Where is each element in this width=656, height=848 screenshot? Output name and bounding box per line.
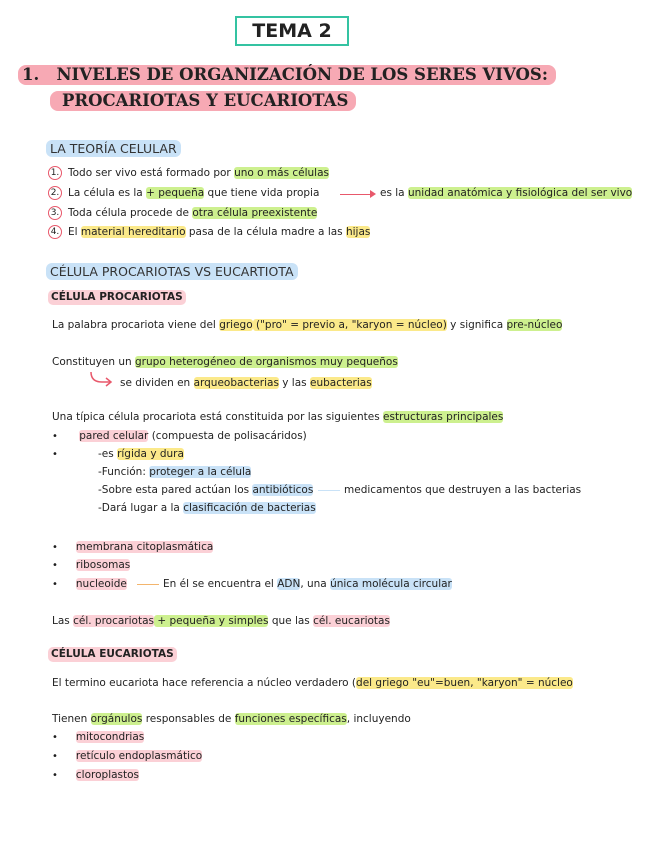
divide-text-c: y las — [278, 377, 310, 389]
pared-sub-4 — [98, 501, 316, 516]
teoria-item-3-text: Toda célula procede de — [68, 207, 193, 219]
number-circle-1: 1. — [48, 166, 62, 180]
eucariota-lista-2 — [52, 749, 202, 764]
mitocondrias-highlight: mitocondrias — [75, 731, 145, 743]
procariota-comparacion — [52, 614, 390, 629]
estructuras-highlight: estructuras principales — [383, 411, 504, 423]
section-comparacion-title: CÉLULA PROCARIOTAS VS EUCARTIOTA — [46, 263, 298, 280]
procariota-divide — [120, 376, 372, 391]
heading-text-2: PROCARIOTAS Y EUCARIOTAS — [62, 91, 349, 110]
teoria-item-2-text-c: es la — [380, 187, 408, 199]
palabra-highlight-prenucleo: pre-núcleo — [506, 319, 563, 331]
ribosomas-highlight: ribosomas — [75, 559, 131, 571]
pared-sub-3-highlight: antibióticos — [252, 484, 314, 496]
eucariota-lista-1 — [52, 730, 144, 745]
lista-item-3 — [52, 577, 127, 592]
bullet-icon: • — [52, 431, 58, 442]
teoria-item-2-text-b: que tiene vida propia — [204, 187, 320, 199]
funciones-highlight: funciones específicas — [234, 713, 347, 725]
divide-text: se dividen en — [120, 377, 194, 389]
pared-sub-1-row — [52, 447, 58, 462]
main-heading-line2 — [50, 91, 356, 111]
comparacion-highlight-pro: cél. procariotas — [73, 615, 154, 627]
molecula-highlight: única molécula circular — [330, 578, 452, 590]
organulos-text-c: responsables de — [142, 713, 235, 725]
termino-highlight: del griego "eu"=buen, "karyon" = núcleo — [356, 677, 573, 689]
bullet-icon: • — [52, 770, 58, 781]
heading-number: 1. — [22, 65, 40, 84]
curved-arrow-icon — [88, 370, 114, 388]
palabra-highlight-etimologia: ("pro" = previo a, "karyon = núcleo) — [252, 319, 447, 331]
organulos-text-e: , incluyendo — [346, 713, 411, 725]
membrana-highlight: membrana citoplasmática — [75, 541, 214, 553]
teoria-item-2-continuation — [380, 186, 632, 201]
pared-sub-3-def: medicamentos que destruyen a las bacterias — [344, 484, 582, 496]
pared-sub-2-text: -Función: — [98, 466, 150, 478]
divide-highlight-eu: eubacterias — [309, 377, 372, 389]
divide-highlight-arqueo: arqueobacterias — [193, 377, 279, 389]
teoria-item-2-highlight-b: unidad anatómica y fisiológica del ser vivo — [407, 187, 633, 199]
tema-title: TEMA 2 — [235, 16, 349, 46]
bullet-icon: • — [52, 542, 58, 553]
teoria-item-4-text-b: pasa de la célula madre a las — [185, 226, 346, 238]
palabra-highlight-griego: griego — [219, 319, 253, 331]
pared-sub-4-text: -Dará lugar a la — [98, 502, 184, 514]
teoria-item-1-highlight: uno o más células — [234, 167, 330, 179]
pared-sub-1 — [98, 447, 184, 462]
nucleoide-text-d: , una — [300, 578, 331, 590]
nucleoide-highlight: nucleoide — [75, 578, 127, 590]
cloroplastos-highlight: cloroplastos — [75, 769, 140, 781]
eucariota-title: CÉLULA EUCARIOTAS — [48, 647, 177, 662]
teoria-item-4-highlight-b: hijas — [345, 226, 371, 238]
teoria-item-4-highlight: material hereditario — [80, 226, 186, 238]
nucleoide-text: En él se encuentra el — [163, 578, 278, 590]
grupo-highlight: grupo heterogéneo de organismos muy pequeños — [135, 356, 398, 368]
pared-sub-1-highlight: rígida y dura — [117, 448, 184, 460]
pared-highlight: pared celular — [79, 430, 149, 442]
arrow-right-icon — [340, 194, 372, 195]
bullet-icon: • — [52, 751, 58, 762]
pared-sub-4-highlight: clasificación de bacterias — [183, 502, 316, 514]
organulos-text: Tienen — [52, 713, 91, 725]
comparacion-highlight-simple: + pequeña y simples — [153, 615, 269, 627]
estructuras-text: Una típica célula procariota está constituida por las siguientes — [52, 411, 384, 423]
teoria-item-2-highlight: + pequeña — [146, 187, 205, 199]
grupo-text: Constituyen un — [52, 356, 136, 368]
palabra-text-a: La palabra procariota viene del — [52, 319, 220, 331]
palabra-text-d: y significa — [446, 319, 507, 331]
eucariota-organulos — [52, 712, 411, 727]
bullet-icon: • — [52, 560, 58, 571]
main-heading-line1 — [18, 65, 556, 85]
number-circle-3: 3. — [48, 206, 62, 220]
nucleoide-def — [163, 577, 452, 592]
number-circle-4: 4. — [48, 225, 62, 239]
heading-text-1: NIVELES DE ORGANIZACIÓN DE LOS SERES VIVOS: — [56, 65, 548, 84]
procariota-title: CÉLULA PROCARIOTAS — [48, 290, 186, 305]
reticulo-highlight: retículo endoplasmático — [75, 750, 203, 762]
teoria-item-2 — [48, 186, 319, 201]
bullet-icon: • — [52, 579, 58, 590]
adn-highlight: ADN — [277, 578, 301, 590]
comparacion-highlight-eu: cél. eucariotas — [313, 615, 390, 627]
number-circle-2: 2. — [48, 186, 62, 200]
lista-item-1 — [52, 540, 213, 555]
teoria-item-2-text: La célula es la — [68, 187, 147, 199]
teoria-item-4 — [48, 225, 370, 240]
comparacion-text: Las — [52, 615, 74, 627]
pared-sub-1-text: -es — [98, 448, 118, 460]
connector-line-orange — [137, 584, 159, 585]
procariota-estructuras — [52, 410, 503, 425]
termino-text: El termino eucariota hace referencia a núcleo verdadero ( — [52, 677, 357, 689]
section-teoria-title: LA TEORÍA CELULAR — [46, 140, 181, 157]
connector-line — [318, 490, 340, 491]
teoria-item-1-text: Todo ser vivo está formado por — [68, 167, 235, 179]
organulos-highlight: orgánulos — [90, 713, 143, 725]
pared-sub-3-text: -Sobre esta pared actúan los — [98, 484, 253, 496]
lista-item-2 — [52, 558, 130, 573]
pared-sub-2 — [98, 465, 251, 480]
pared-sub-3 — [98, 483, 313, 498]
eucariota-termino — [52, 676, 573, 691]
teoria-item-3-highlight: otra célula preexistente — [192, 207, 318, 219]
procariota-grupo — [52, 355, 398, 370]
arrow-head-icon — [370, 190, 376, 198]
pared-bullet — [52, 429, 307, 444]
pared-sub-2-highlight: proteger a la célula — [149, 466, 252, 478]
teoria-item-3 — [48, 206, 317, 221]
bullet-icon: • — [52, 732, 58, 743]
eucariota-lista-3 — [52, 768, 139, 783]
bullet-icon: • — [52, 449, 58, 460]
teoria-item-4-text: El — [68, 226, 81, 238]
teoria-item-1 — [48, 166, 329, 181]
pared-text: (compuesta de polisacáridos) — [148, 430, 307, 442]
procariota-palabra — [52, 318, 562, 333]
comparacion-text-d: que las — [268, 615, 314, 627]
